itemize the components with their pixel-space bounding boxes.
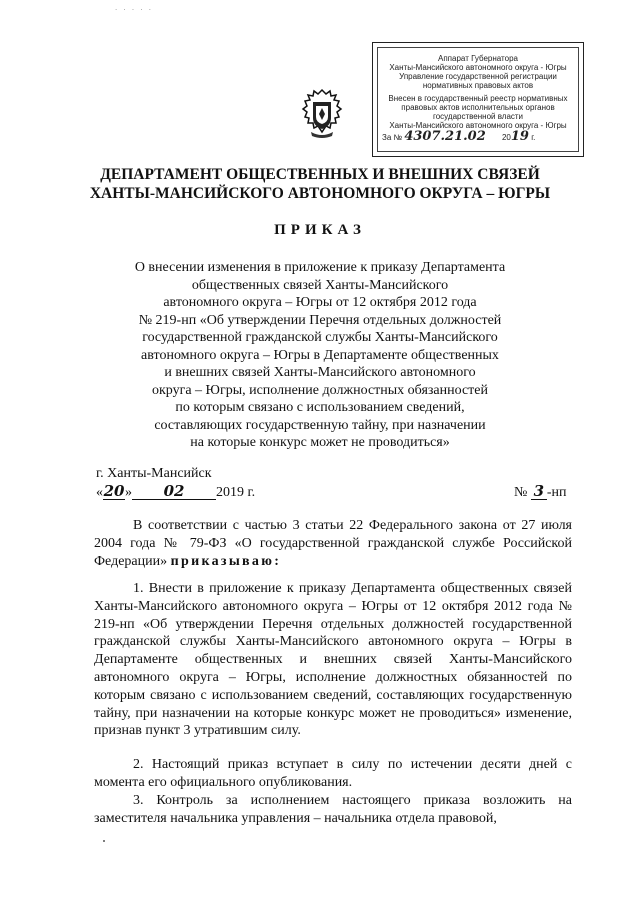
stamp-line: Ханты-Мансийского автономного округа - Югры [389, 63, 567, 72]
subject-line: и внешних связей Ханты-Мансийского автономного [164, 365, 476, 380]
order-subject [110, 259, 530, 452]
item-1-text: 1. Внести в приложение к приказу Департамента общественных связей Ханты-Мансийского автономного округа – Югры от 12 октября 2012 года № 219-нп «Об утверждении Перечня отдельных должностей государственной гражданской службы Ханты-Мансийского автономного округа – Югры в Департаменте общественных и внешних связей Ханты-Мансийского автономного округа – Югры, исполнение должностных обязанностей по которым связано с использованием сведений, составляющих государственную тайну, при назначении на которые конкурс может не проводиться» изменение, признав пункт 3 утратившим силу. [94, 581, 572, 739]
stamp-inner-frame [377, 47, 579, 152]
stamp-line: Управление государственной регистрации [399, 72, 557, 81]
registration-stamp [372, 42, 584, 157]
stamp-reg-suffix: г. [531, 133, 536, 142]
scan-speck [103, 840, 105, 842]
city-label: г. Ханты-Мансийск [96, 466, 212, 481]
subject-line: государственной гражданской службы Ханты-Мансийского [142, 330, 498, 345]
preamble-command: приказываю: [170, 553, 282, 569]
stamp-registration-line [378, 129, 578, 144]
subject-line: № 219-нп «Об утверждении Перечня отдельных должностей [138, 312, 502, 328]
department-line: ДЕПАРТАМЕНТ ОБЩЕСТВЕННЫХ И ВНЕШНИХ СВЯЗЕЙ [100, 166, 540, 183]
item-2-paragraph [94, 756, 572, 792]
stamp-line: Аппарат Губернатора [438, 54, 518, 63]
subject-line: автономного округа – Югры в Департаменте общественных [141, 347, 499, 363]
department-heading [0, 165, 640, 203]
stamp-reg-year: 19 [510, 129, 529, 144]
stamp-line: Ханты-Мансийского автономного округа - Югры [389, 121, 567, 130]
order-number [514, 484, 567, 501]
stamp-line: нормативных правовых актов [422, 81, 534, 90]
item-3-paragraph [94, 792, 572, 828]
subject-line: на которые конкурс может не проводиться» [190, 435, 450, 450]
preamble-text: В соответствии с частью 3 статьи 22 Федерального закона от 27 июля 2004 года № 79-ФЗ «О государственной гражданской службе Российской Федерации» [94, 518, 572, 569]
item-2-text: 2. Настоящий приказ вступает в силу по истечении десяти дней с момента его официального опубликования. [94, 757, 572, 790]
item-1-paragraph [94, 580, 572, 740]
stamp-line: Внесен в государственный реестр нормативных [388, 94, 568, 103]
document-type-title: ПРИКАЗ [274, 222, 366, 238]
stamp-reg-number: 4307.21.02 [404, 129, 486, 144]
preamble-paragraph [94, 517, 572, 570]
date-year: 2019 г. [216, 485, 256, 500]
coat-of-arms-icon [301, 88, 343, 140]
department-line: ХАНТЫ-МАНСИЙСКОГО АВТОНОМНОГО ОКРУГА – ЮГРЫ [89, 185, 551, 202]
date-quote-close: » [125, 485, 132, 500]
subject-line: округа – Югры, исполнение должностных обязанностей [151, 382, 488, 398]
scan-artifact: · · · · · [115, 6, 154, 14]
date-day: 20 [103, 482, 125, 500]
stamp-line: правовых актов исполнительных органов [401, 103, 555, 112]
subject-line: по которым связано с использованием сведений, [175, 400, 465, 415]
subject-line: О внесении изменения в приложение к приказу Департамента [134, 260, 506, 275]
date-month: 02 [132, 484, 216, 500]
order-number-prefix: № [514, 485, 528, 500]
subject-line: общественных связей Ханты-Мансийского [191, 277, 449, 293]
subject-line: автономного округа – Югры от 12 октября 2012 года [163, 295, 477, 310]
subject-line: составляющих государственную тайну, при назначении [154, 417, 486, 433]
stamp-reg-year-prefix: 20 [501, 133, 511, 142]
order-number-suffix: -нп [546, 485, 567, 500]
item-3-text: 3. Контроль за исполнением настоящего приказа возложить на заместителя начальника управления – начальника отдела правовой, [94, 793, 572, 826]
stamp-reg-prefix: За № [382, 133, 403, 142]
order-date [96, 484, 255, 501]
stamp-line: государственной власти [432, 112, 524, 121]
date-quote-open: « [96, 485, 103, 500]
order-number-value: 3 [531, 484, 547, 500]
